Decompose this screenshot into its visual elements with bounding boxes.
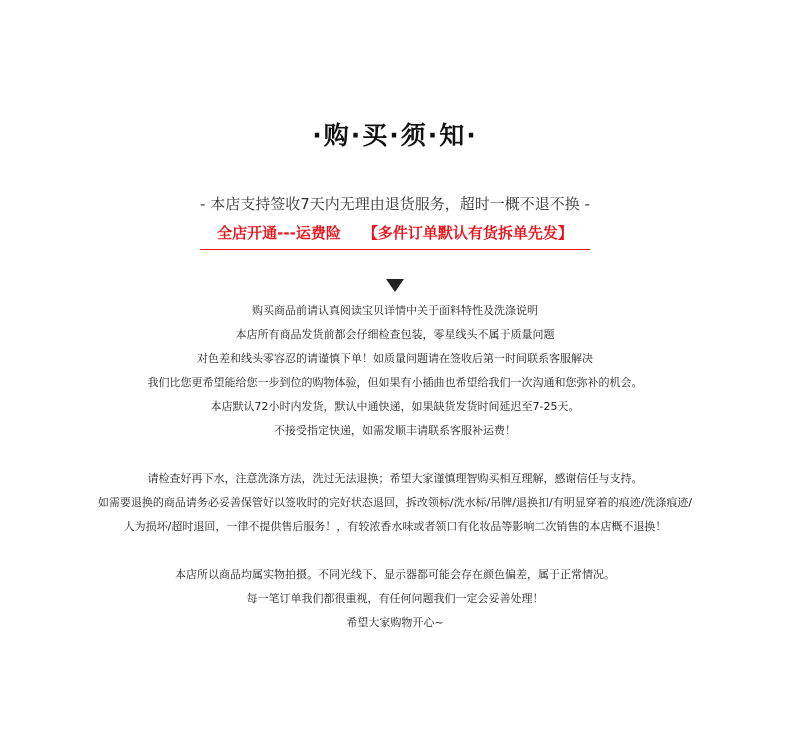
notice-line: 本店默认72小时内发货，默认中通快递，如果缺货发货时间延迟至7-25天。 xyxy=(210,400,580,413)
notice-line: 本店所以商品均属实物拍摄。不同光线下、显示器都可能会存在颜色偏差，属于正常情况。 xyxy=(175,568,615,581)
triangle-down-icon xyxy=(386,279,404,292)
notice-line: 不接受指定快递，如需发顺丰请联系客服补运费！ xyxy=(274,424,516,437)
return-policy-subtitle: - 本店支持签收7天内无理由退货服务，超时一概不退不换 - xyxy=(200,195,590,213)
notice-line: 人为损坏/超时退回，一律不提供售后服务！，有较浓香水味或者领口有化妆品等影响二次销售的本店概不退换！ xyxy=(123,520,667,533)
page-title: ·购·买·须·知· xyxy=(312,121,478,150)
notice-line: 本店所有商品发货前都会仔细检查包装，零星线头不属于质量问题 xyxy=(235,328,555,341)
split-order-text: 【多件订单默认有货拆单先发】 xyxy=(362,224,573,242)
notice-line: 我们比您更希望能给您一步到位的购物体验，但如果有小插曲也希望给我们一次沟通和您弥补的机会。 xyxy=(147,376,643,389)
red-divider xyxy=(200,249,590,250)
notice-line: 购买商品前请认真阅读宝贝详情中关于面料特性及洗涤说明 xyxy=(252,304,538,317)
notice-line: 对色差和线头零容忍的请谨慎下单！如质量问题请在签收后第一时间联系客服解决 xyxy=(197,352,593,365)
shipping-insurance-text: 全店开通---运费险 xyxy=(217,224,341,242)
notice-line: 每一笔订单我们都很重视，有任何问题我们一定会妥善处理！ xyxy=(246,592,544,605)
notice-line: 如需要退换的商品请务必妥善保管好以签收时的完好状态退回，拆改领标/洗水标/吊牌/退换扣/有明显穿着的痕迹/洗涤痕迹/ xyxy=(97,496,693,509)
highlight-line xyxy=(0,222,790,244)
notice-line: 请检查好再下水，注意洗涤方法，洗过无法退换；希望大家谨慎理智购买相互理解，感谢信任与支持。 xyxy=(147,472,643,485)
notice-line: 希望大家购物开心~ xyxy=(346,616,444,629)
